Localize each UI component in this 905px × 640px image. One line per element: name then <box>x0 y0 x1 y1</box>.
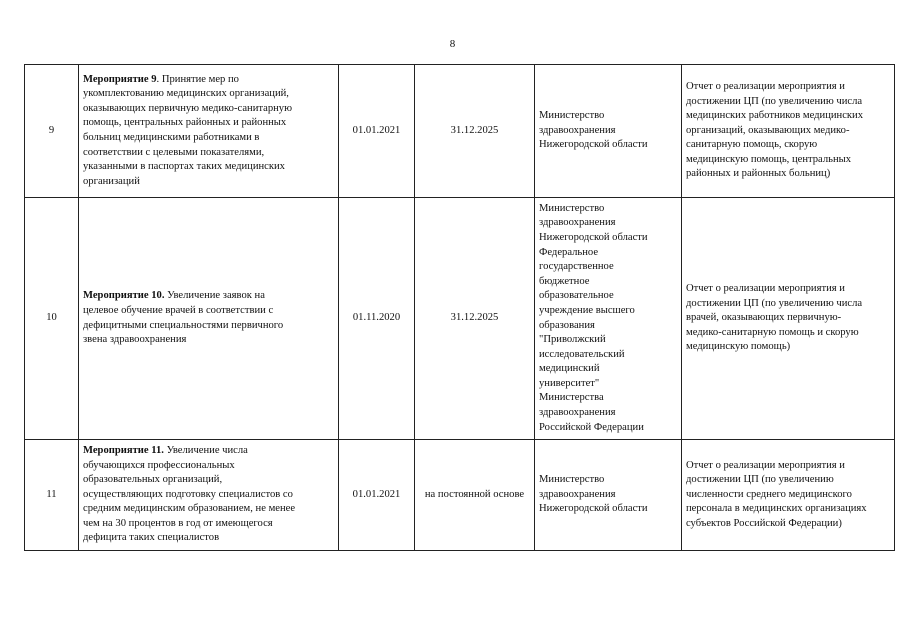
responsible-line: медицинский <box>539 363 600 375</box>
responsible-line: Министерство <box>539 474 605 486</box>
row-number: 10 <box>25 198 79 440</box>
event-description-line: дефицитными специальностями первичного <box>83 319 284 331</box>
responsible-line: Нижегородской области <box>539 231 648 243</box>
responsible-line: университет" <box>539 377 600 389</box>
row-number: 9 <box>25 65 79 198</box>
report-line: Отчет о реализации мероприятия и <box>686 459 845 471</box>
responsible-line: Министерство <box>539 110 605 122</box>
end-date: 31.12.2025 <box>415 198 535 440</box>
responsible-cell <box>535 440 682 551</box>
report-line: достижении ЦП (по увеличению числа <box>686 297 863 309</box>
start-date: 01.11.2020 <box>339 198 415 440</box>
responsible-line: "Приволжский <box>539 334 606 346</box>
responsible-cell <box>535 65 682 198</box>
responsible-cell <box>535 198 682 440</box>
responsible-line: Министерства <box>539 392 604 404</box>
report-line: достижении ЦП (по увеличению числа <box>686 95 863 107</box>
event-description-line: помощь, центральных районных и районных <box>83 117 287 129</box>
responsible-line: образования <box>539 319 595 331</box>
table-row <box>25 198 895 440</box>
event-description-line: целевое обучение врачей в соответствии с <box>83 304 274 316</box>
report-line: достижении ЦП (по увеличению <box>686 474 834 486</box>
event-description-line: звена здравоохранения <box>83 334 187 346</box>
page-number: 8 <box>449 38 456 50</box>
start-date: 01.01.2021 <box>339 440 415 551</box>
report-cell <box>682 198 895 440</box>
event-cell <box>79 65 339 198</box>
report-line: санитарную помощь, скорую <box>686 139 818 151</box>
report-line: врачей, оказывающих первичную- <box>686 312 842 324</box>
event-cell <box>79 440 339 551</box>
table-row <box>25 65 895 198</box>
end-date: на постоянной основе <box>415 440 535 551</box>
report-line: Отчет о реализации мероприятия и <box>686 80 845 92</box>
responsible-line: здравоохранения <box>539 124 616 136</box>
event-description-line: Увеличение числа <box>166 444 248 456</box>
responsible-line: Федеральное <box>539 246 599 258</box>
responsible-line: бюджетное <box>539 275 590 287</box>
event-cell <box>79 198 339 440</box>
report-cell <box>682 440 895 551</box>
measures-table <box>24 64 895 551</box>
event-title: Мероприятие 9 <box>83 73 157 85</box>
event-description-line: осуществляющих подготовку специалистов со <box>83 488 293 500</box>
report-line: медико-санитарную помощь и скорую <box>686 326 859 338</box>
event-description-line: указанными в паспортах таких медицинских <box>83 161 285 173</box>
table-row <box>25 440 895 551</box>
responsible-line: учреждение высшего <box>539 304 635 316</box>
responsible-line: Нижегородской области <box>539 503 648 515</box>
event-description-line: соответствии с целевыми показателями, <box>83 146 265 158</box>
event-description-line: организаций <box>83 175 140 187</box>
responsible-line: здравоохранения <box>539 488 616 500</box>
responsible-line: Министерство <box>539 202 605 214</box>
responsible-line: здравоохранения <box>539 217 616 229</box>
responsible-line: Нижегородской области <box>539 139 648 151</box>
event-description-line: дефицита таких специалистов <box>83 532 220 544</box>
report-line: Отчет о реализации мероприятия и <box>686 283 845 295</box>
responsible-line: здравоохранения <box>539 407 616 419</box>
event-description-line: больниц медицинскими работниками в <box>83 132 260 143</box>
report-cell <box>682 65 895 198</box>
report-line: медицинскую помощь, центральных <box>686 153 852 165</box>
responsible-line: образовательное <box>539 290 614 302</box>
report-line: организаций, оказывающих медико- <box>686 124 850 136</box>
event-description-line: средним медицинским образованием, не менее <box>83 503 296 515</box>
responsible-line: государственное <box>539 261 614 273</box>
event-title-separator: . <box>156 73 162 85</box>
report-line: районных и районных больниц) <box>686 168 831 180</box>
report-line: персонала в медицинских организациях <box>686 503 867 515</box>
event-description-line: укомплектованию медицинских организаций, <box>83 88 289 100</box>
event-description-line: оказывающих первичную медико-санитарную <box>83 102 293 114</box>
responsible-line: Российской Федерации <box>539 421 644 433</box>
responsible-line: исследовательский <box>539 348 625 360</box>
start-date: 01.01.2021 <box>339 65 415 198</box>
event-title: Мероприятие 10. <box>83 290 165 302</box>
event-description-line: Принятие мер по <box>161 73 239 85</box>
event-title: Мероприятие 11. <box>83 444 164 456</box>
event-description-line: Увеличение заявок на <box>167 290 265 302</box>
report-line: медицинскую помощь) <box>686 341 791 353</box>
row-number: 11 <box>25 440 79 551</box>
report-line: численности среднего медицинского <box>686 488 852 500</box>
event-description-line: образовательных организаций, <box>83 474 223 486</box>
event-description-line: чем на 30 процентов в год от имеющегося <box>83 517 273 529</box>
end-date: 31.12.2025 <box>415 65 535 198</box>
event-description-line: обучающихся профессиональных <box>83 459 235 471</box>
report-line: медицинских работников медицинских <box>686 110 864 122</box>
report-line: субъектов Российской Федерации) <box>686 517 842 529</box>
